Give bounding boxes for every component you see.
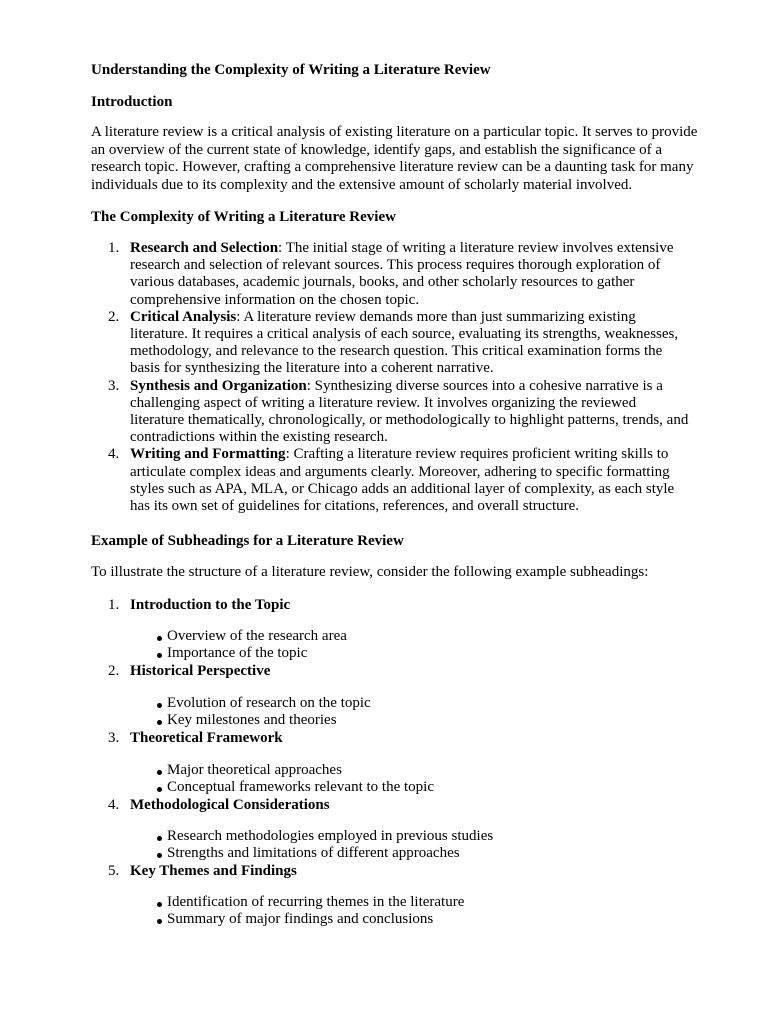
- item-number: 4.: [108, 446, 120, 463]
- item-text: basis for synthesizing the literature into a coherent narrative.: [130, 360, 494, 377]
- item-label: Key Themes and Findings: [130, 863, 297, 879]
- item-label: Historical Perspective: [130, 663, 271, 679]
- paragraph-line: individuals due to its complexity and the extensive amount of scholarly material involved.: [91, 176, 633, 193]
- list-item: [91, 309, 731, 378]
- bullet-item: Major theoretical approaches: [157, 762, 342, 779]
- complexity-heading: The Complexity of Writing a Literature Review: [91, 209, 396, 225]
- paragraph-line: research topic. However, crafting a comprehensive literature review can be a daunting task for many: [91, 159, 694, 176]
- bullet-icon: [157, 653, 162, 658]
- item-number: 2.: [108, 308, 120, 325]
- item-number: 1.: [108, 240, 120, 256]
- item-text: challenging aspect of writing a literature review. It involves organizing the reviewed: [130, 394, 637, 411]
- document-title: Understanding the Complexity of Writing a Literature Review: [91, 62, 491, 78]
- item-label: Research and Selection: [130, 240, 279, 256]
- list-item: [91, 240, 731, 309]
- list-item: [91, 446, 731, 515]
- bullet-item: Importance of the topic: [157, 645, 307, 662]
- bullet-icon: [157, 787, 162, 792]
- complexity-list: [91, 240, 731, 515]
- bullet-icon: [157, 919, 162, 924]
- bullet-item: Conceptual frameworks relevant to the topic: [157, 779, 434, 796]
- item-label: Introduction to the Topic: [130, 597, 291, 613]
- paragraph-line: To illustrate the structure of a literature review, consider the following example subheadings:: [91, 564, 649, 580]
- bullet-item: Evolution of research on the topic: [157, 695, 371, 712]
- paragraph-line: an overview of the current state of knowledge, identify gaps, and establish the significance of a: [91, 141, 663, 158]
- example-intro: [91, 564, 731, 582]
- paragraph-line: A literature review is a critical analysis of existing literature on a particular topic. It serves to provide: [91, 124, 698, 140]
- item-number: 4.: [108, 797, 120, 813]
- item-text: has its own set of guidelines for citations, references, and overall structure.: [130, 498, 580, 515]
- item-text: literature thematically, chronologically, or methodologically to highlight patterns, trends, and: [130, 412, 689, 429]
- bullet-icon: [157, 703, 162, 708]
- bullet-item: Research methodologies employed in previous studies: [157, 828, 493, 845]
- item-text: : Synthesizing diverse sources into a cohesive narrative is a: [306, 377, 663, 394]
- item-label: Synthesis and Organization: [130, 377, 307, 394]
- item-text: comprehensive information on the chosen topic.: [130, 291, 420, 308]
- item-number: 5.: [108, 863, 120, 879]
- item-text: styles such as APA, MLA, or Chicago adds an additional layer of complexity, as each style: [130, 480, 675, 497]
- item-text: : The initial stage of writing a literature review involves extensive: [278, 240, 674, 256]
- item-number: 1.: [108, 597, 120, 613]
- bullet-item: Summary of major findings and conclusions: [157, 911, 433, 928]
- item-text: articulate complex ideas and arguments clearly. Moreover, adhering to specific formatting: [130, 463, 670, 480]
- item-text: literature. It requires a critical analysis of each source, evaluating its strengths, weaknesses,: [130, 326, 679, 343]
- bullet-item: Overview of the research area: [157, 628, 347, 645]
- bullet-item: Key milestones and theories: [157, 712, 337, 729]
- bullet-item: Strengths and limitations of different approaches: [157, 845, 460, 862]
- item-number: 2.: [108, 663, 120, 679]
- item-number: 3.: [108, 730, 120, 746]
- bullet-icon: [157, 853, 162, 858]
- item-label: Writing and Formatting: [130, 446, 286, 463]
- bullet-icon: [157, 636, 162, 641]
- item-text: methodology, and relevance to the research question. This critical examination forms the: [130, 343, 663, 360]
- bullet-icon: [157, 770, 162, 775]
- item-text: various databases, academic journals, books, and other scholarly resources to gather: [130, 274, 635, 291]
- bullet-item: Identification of recurring themes in the literature: [157, 894, 464, 911]
- example-heading: Example of Subheadings for a Literature Review: [91, 533, 404, 549]
- introduction-heading: Introduction: [91, 94, 173, 110]
- bullet-icon: [157, 836, 162, 841]
- bullet-icon: [157, 720, 162, 725]
- bullet-icon: [157, 902, 162, 907]
- item-number: 3.: [108, 377, 120, 394]
- list-item: [91, 378, 731, 447]
- introduction-paragraph: [91, 124, 731, 194]
- item-label: Theoretical Framework: [130, 730, 283, 746]
- item-label: Methodological Considerations: [130, 797, 330, 813]
- item-text: : Crafting a literature review requires proficient writing skills to: [285, 446, 669, 463]
- item-text: : A literature review demands more than just summarizing existing: [236, 308, 636, 325]
- item-text: research and selection of relevant sources. This process requires thorough exploration of: [130, 257, 661, 274]
- item-label: Critical Analysis: [130, 308, 237, 325]
- item-text: contradictions within the existing research.: [130, 429, 388, 446]
